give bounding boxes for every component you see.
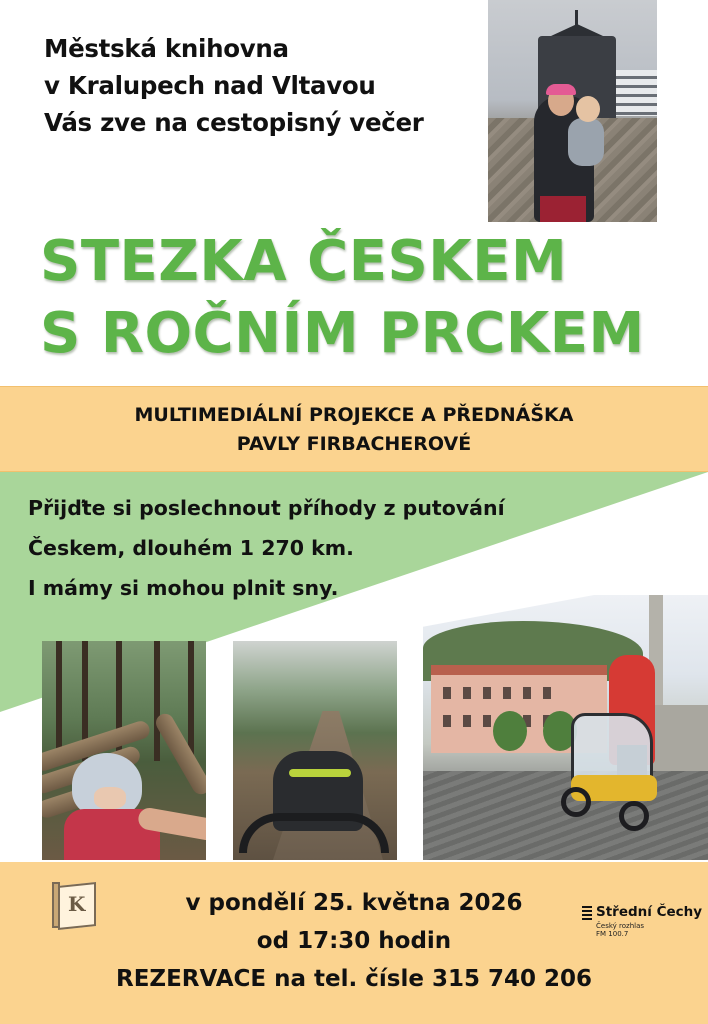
library-logo: K: [52, 878, 98, 930]
subtitle-line: MULTIMEDIÁLNÍ PROJEKCE A PŘEDNÁŠKA: [134, 404, 574, 426]
radio-bars-icon: [582, 906, 592, 920]
invitation-text: [44, 30, 424, 141]
intro-line: Městská knihovna: [44, 34, 289, 63]
radio-sub-line: Český rozhlas: [596, 922, 645, 930]
reservation-phone: REZERVACE na tel. čísle 315 740 206: [115, 966, 593, 992]
title-line: STEZKA ČESKEM: [40, 229, 568, 294]
subtitle-band: [0, 386, 708, 472]
radio-sub: [596, 922, 644, 938]
event-time: od 17:30 hodin: [256, 928, 452, 954]
summit-photo: [488, 0, 657, 222]
subtitle-line: PAVLY FIRBACHEROVÉ: [236, 433, 472, 455]
event-date: v pondělí 25. května 2026: [185, 890, 523, 916]
intro-line: v Kralupech nad Vltavou: [44, 71, 376, 100]
lead-line: Přijďte si poslechnout příhody z putování: [28, 496, 505, 520]
radio-sub-line: FM 100.7: [596, 930, 629, 938]
lead-line: I mámy si mohou plnit sny.: [28, 576, 339, 600]
event-details: [0, 884, 708, 998]
title-line: S ROČNÍM PRCKEM: [40, 301, 645, 366]
town-square-photo: [423, 595, 708, 860]
muddy-path-photo: [233, 641, 397, 860]
radio-name: Střední Čechy: [596, 904, 703, 920]
lead-line: Českem, dlouhém 1 270 km.: [28, 536, 354, 560]
forest-photo: [42, 641, 206, 860]
lead-text: [28, 488, 505, 608]
event-title: [40, 226, 645, 370]
intro-line: Vás zve na cestopisný večer: [44, 108, 424, 137]
